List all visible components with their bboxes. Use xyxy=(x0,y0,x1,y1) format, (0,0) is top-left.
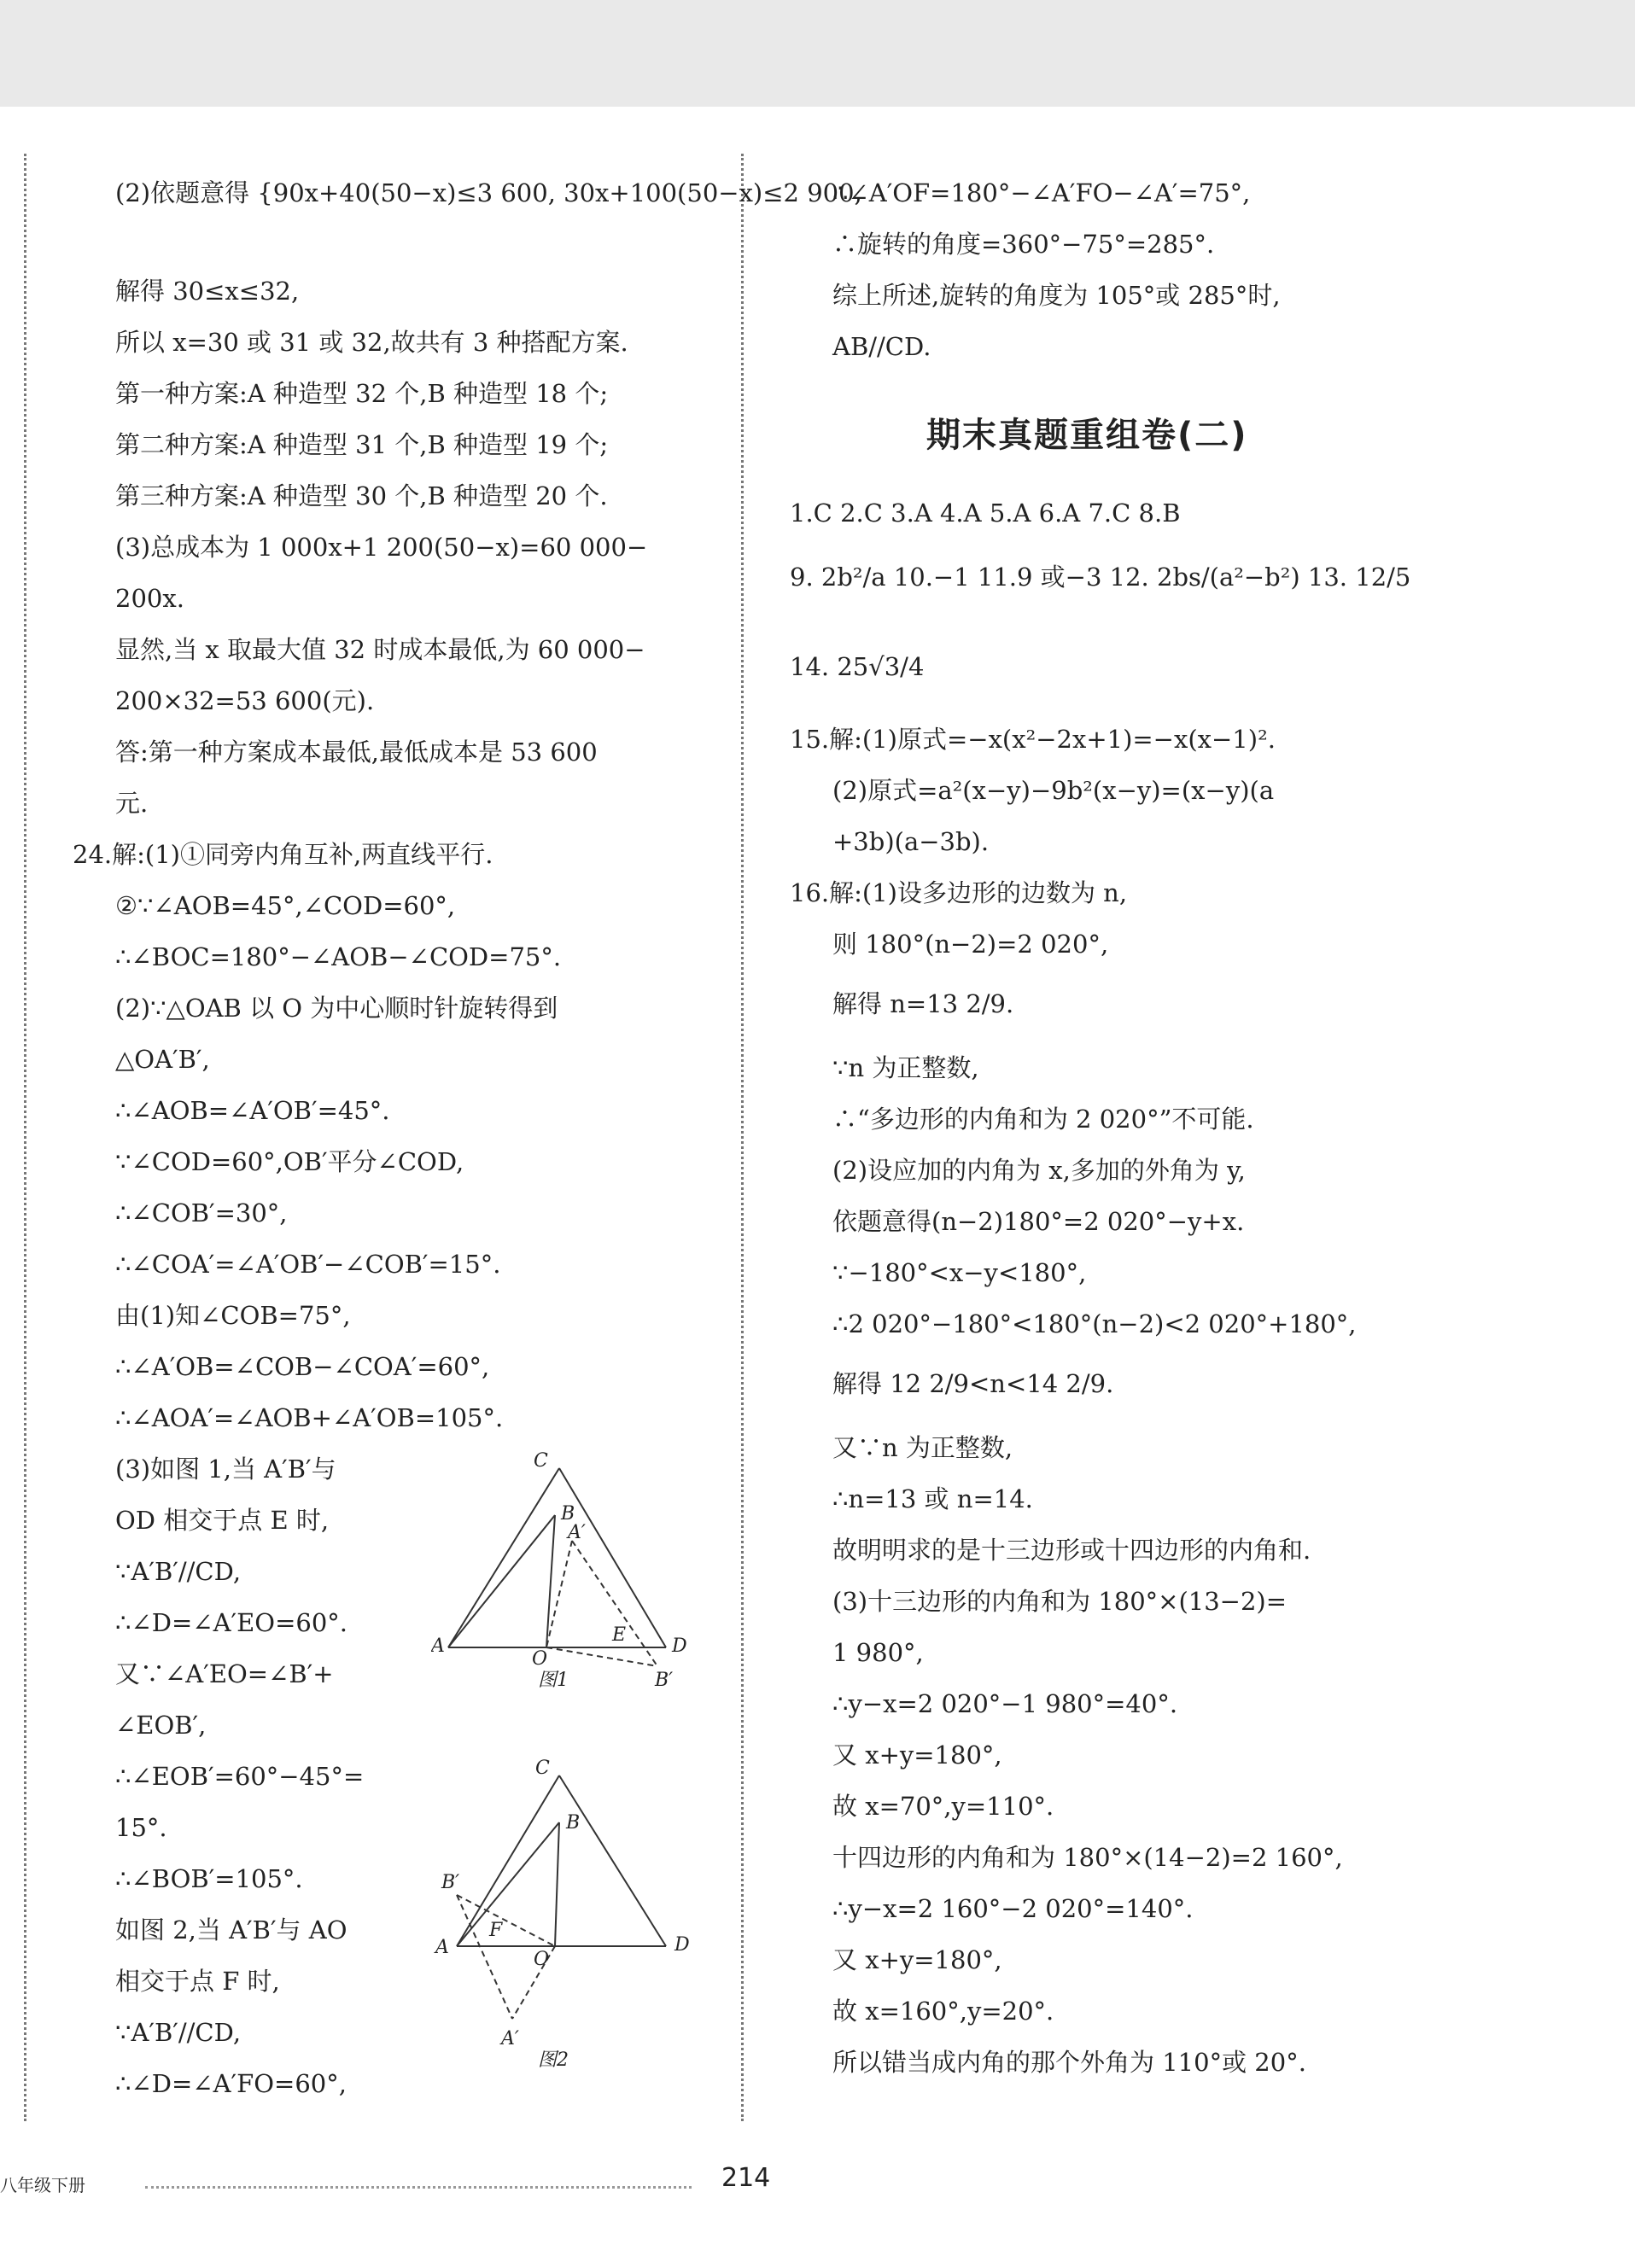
text-line: (2)∵△OAB 以 O 为中心顺时针旋转得到 xyxy=(115,994,558,1023)
text-line: 显然,当 x 取最大值 32 时成本最低,为 60 000− xyxy=(115,635,645,664)
center-dotted-divider xyxy=(741,154,744,2121)
text-line: 则 180°(n−2)=2 020°, xyxy=(832,930,1109,959)
answer-line: 1.C 2.C 3.A 4.A 5.A 6.A 7.C 8.B xyxy=(790,498,1181,528)
figure-caption: 图2 xyxy=(538,2049,569,2071)
text-line: ∴“多边形的内角和为 2 020°”不可能. xyxy=(832,1105,1254,1134)
line-ab xyxy=(448,1515,555,1647)
text-line: ∴∠D=∠A′EO=60°. xyxy=(115,1608,347,1637)
label-b: B xyxy=(566,1812,581,1834)
answer-line: 14. 25√3/4 xyxy=(790,652,925,681)
text-line: 故 x=160°,y=20°. xyxy=(832,1997,1054,2026)
page-number: 214 xyxy=(721,2163,771,2193)
text-line: ∴y−x=2 020°−1 980°=40°. xyxy=(832,1689,1178,1718)
text-line: 故明明求的是十三边形或十四边形的内角和. xyxy=(832,1536,1311,1565)
text-line: ∴2 020°−180°<180°(n−2)<2 020°+180°, xyxy=(832,1309,1357,1338)
text-line: ∵n 为正整数, xyxy=(832,1053,979,1082)
text-line: 解得 12 2/9<n<14 2/9. xyxy=(832,1369,1114,1398)
text-line: (2)依题意得 {90x+40(50−x)≤3 600, 30x+100(50−x)≤2 900, xyxy=(115,178,862,207)
text-line: ②∵∠AOB=45°,∠COD=60°, xyxy=(115,891,456,920)
text-line: ∵A′B′//CD, xyxy=(115,2018,242,2047)
text-line: 第一种方案:A 种造型 32 个,B 种造型 18 个; xyxy=(115,379,609,408)
text-line: 由(1)知∠COB=75°, xyxy=(115,1301,351,1330)
text-line: 综上所述,旋转的角度为 105°或 285°时, xyxy=(832,281,1281,310)
label-a: A xyxy=(431,1635,445,1657)
line-ca xyxy=(448,1468,559,1647)
text-line: 元. xyxy=(115,789,149,818)
figure-2 xyxy=(431,1750,721,2074)
text-line: 解得 30≤x≤32, xyxy=(115,277,300,306)
text-line: ∴∠AOB=∠A′OB′=45°. xyxy=(115,1096,390,1125)
text-line: 所以 x=30 或 31 或 32,故共有 3 种搭配方案. xyxy=(115,328,628,357)
text-line: (3)总成本为 1 000x+1 200(50−x)=60 000− xyxy=(115,533,648,562)
label-o: O xyxy=(534,1949,550,1970)
text-line: OD 相交于点 E 时, xyxy=(115,1506,330,1535)
text-line: 1 980°, xyxy=(832,1638,924,1667)
text-line: 又 x+y=180°, xyxy=(832,1740,1002,1770)
line-cd xyxy=(559,1468,666,1647)
text-line: 相交于点 F 时, xyxy=(115,1967,280,1996)
text-line: AB//CD. xyxy=(832,332,931,361)
text-line: ∴∠A′OB=∠COB−∠COA′=60°, xyxy=(115,1352,490,1381)
figure-1 xyxy=(431,1443,721,1699)
text-line: 24.解:(1)①同旁内角互补,两直线平行. xyxy=(73,840,493,869)
left-margin-dotted-line xyxy=(24,154,26,2121)
text-line: 15.解:(1)原式=−x(x²−2x+1)=−x(x−1)². xyxy=(790,725,1276,754)
text-line: ∴∠AOA′=∠AOB+∠A′OB=105°. xyxy=(115,1403,504,1432)
label-o: O xyxy=(532,1648,548,1670)
text-line: 15°. xyxy=(115,1813,167,1842)
text-line: ∴∠COA′=∠A′OB′−∠COB′=15°. xyxy=(115,1250,501,1279)
line-bo xyxy=(555,1822,559,1946)
text-line: ∴n=13 或 n=14. xyxy=(832,1484,1033,1513)
text-line: 200×32=53 600(元). xyxy=(115,686,375,715)
text-line: △OA′B′, xyxy=(115,1045,210,1074)
text-line: (2)原式=a²(x−y)−9b²(x−y)=(x−y)(a xyxy=(832,776,1275,805)
text-line: 故 x=70°,y=110°. xyxy=(832,1792,1054,1821)
text-line: (3)十三边形的内角和为 180°×(13−2)= xyxy=(832,1587,1288,1616)
text-line: ∴∠D=∠A′FO=60°, xyxy=(115,2069,347,2098)
figure-caption: 图1 xyxy=(538,1670,569,1691)
text-line: 解得 n=13 2/9. xyxy=(832,989,1014,1018)
text-line: 又 x+y=180°, xyxy=(832,1945,1002,1974)
text-line: (2)设应加的内角为 x,多加的外角为 y, xyxy=(832,1156,1246,1185)
label-b-prime: B′ xyxy=(441,1872,460,1893)
text-line: 又∵∠A′EO=∠B′+ xyxy=(115,1659,334,1688)
label-a-prime: A′ xyxy=(568,1522,586,1543)
footer-grade-label: 八年级下册 xyxy=(0,2175,85,2195)
text-line: ∴∠A′OF=180°−∠A′FO−∠A′=75°, xyxy=(832,178,1251,207)
text-line: 如图 2,当 A′B′与 AO xyxy=(115,1915,347,1944)
label-a: A xyxy=(435,1937,449,1958)
text-line: 依题意得(n−2)180°=2 020°−y+x. xyxy=(832,1207,1245,1236)
section-title: 期末真题重组卷(二) xyxy=(926,416,1248,455)
footer-dotted-rule xyxy=(145,2186,692,2189)
label-d: D xyxy=(672,1635,687,1657)
text-line: ∴∠EOB′=60°−45°= xyxy=(115,1762,365,1791)
text-line: ∵∠COD=60°,OB′平分∠COD, xyxy=(115,1147,464,1176)
label-b: B xyxy=(561,1503,575,1525)
text-line: 十四边形的内角和为 180°×(14−2)=2 160°, xyxy=(832,1843,1343,1872)
answer-line: 9. 2b²/a 10.−1 11.9 或−3 12. 2bs/(a²−b²) 13. 12/5 xyxy=(790,563,1411,592)
label-b-prime: B′ xyxy=(655,1670,674,1691)
text-line: (3)如图 1,当 A′B′与 xyxy=(115,1455,336,1484)
label-e: E xyxy=(612,1624,627,1646)
text-line: ∴∠COB′=30°, xyxy=(115,1198,288,1227)
line-ca xyxy=(457,1775,559,1946)
text-line: 所以错当成内角的那个外角为 110°或 20°. xyxy=(832,2048,1306,2077)
text-line: ∴∠BOC=180°−∠AOB−∠COD=75°. xyxy=(115,942,562,971)
text-line: 第三种方案:A 种造型 30 个,B 种造型 20 个. xyxy=(115,481,608,510)
text-line: +3b)(a−3b). xyxy=(832,827,990,856)
label-c: C xyxy=(534,1450,548,1472)
text-line: ∴y−x=2 160°−2 020°=140°. xyxy=(832,1894,1194,1923)
label-a-prime: A′ xyxy=(501,2028,519,2049)
text-line: 又∵n 为正整数, xyxy=(832,1433,1013,1462)
line-bo xyxy=(546,1515,555,1647)
text-line: ∠EOB′, xyxy=(115,1711,207,1740)
line-o-b-prime xyxy=(546,1647,657,1666)
text-line: ∵A′B′//CD, xyxy=(115,1557,242,1586)
text-line: 答:第一种方案成本最低,最低成本是 53 600 xyxy=(115,738,598,767)
top-scan-band xyxy=(0,0,1635,107)
label-f: F xyxy=(489,1920,503,1941)
text-line: 16.解:(1)设多边形的边数为 n, xyxy=(790,878,1128,907)
label-d: D xyxy=(674,1934,690,1956)
text-line: 200x. xyxy=(115,584,184,613)
label-c: C xyxy=(535,1758,550,1779)
text-line: ∵−180°<x−y<180°, xyxy=(832,1258,1087,1287)
text-line: ∴旋转的角度=360°−75°=285°. xyxy=(832,230,1215,259)
text-line: 第二种方案:A 种造型 31 个,B 种造型 19 个; xyxy=(115,430,609,459)
text-line: ∴∠BOB′=105°. xyxy=(115,1864,303,1893)
line-cd xyxy=(559,1775,666,1946)
